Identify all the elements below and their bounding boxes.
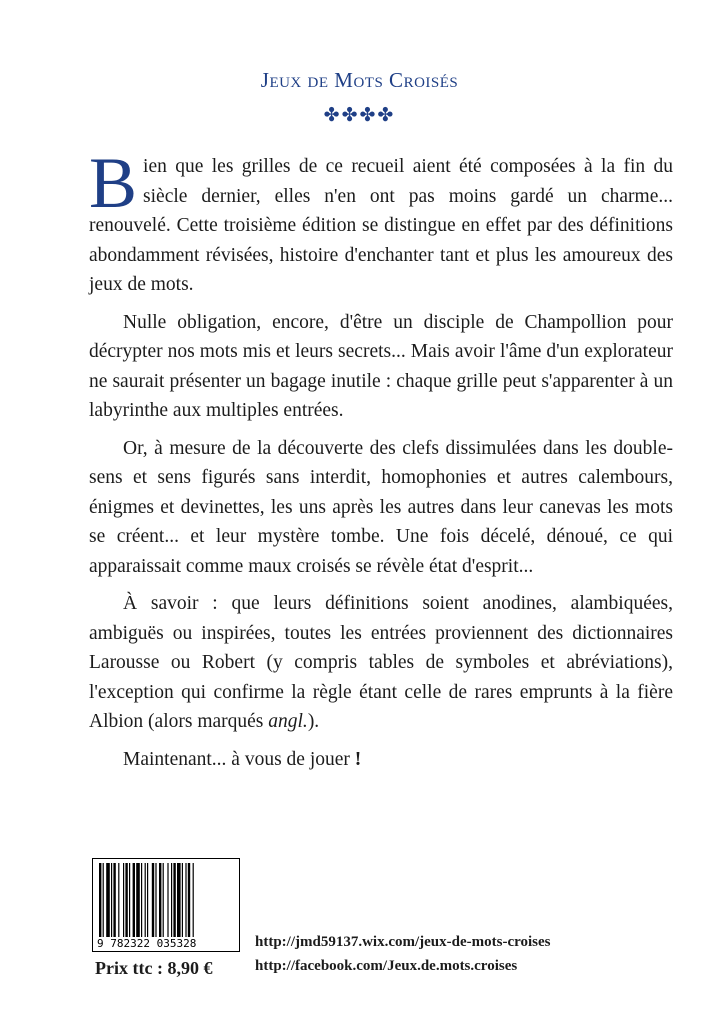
barcode-bar [159,863,161,937]
barcode-bar [141,863,142,937]
drop-cap: B [89,143,138,223]
paragraph-4 [89,589,673,737]
barcode-bar [118,863,119,937]
barcode-bar [129,863,130,937]
title-part-1: eux de [269,68,335,92]
price: Prix ttc : 8,90 € [95,958,213,978]
barcode-bar [163,863,164,937]
paragraph-5-text: Maintenant... à vous de jouer [123,748,355,770]
links [255,930,551,978]
title-letter-j: J [260,68,270,92]
barcode-bar [133,863,135,937]
paragraph-2: Nulle obligation, encore, d'être un disciple de Champollion pour décrypter nos mots mis et leurs secrets... Mais avoir l'âme d'un explorateur ne saurait présenter un bagage inutile : chaque grille peut s'apparenter à un labyrinthe aux multiples entrées. [89,311,673,421]
title-part-3: roisés [403,68,459,92]
barcode-block [92,858,238,952]
barcode-bar [167,863,168,937]
barcode [92,858,240,952]
website-link[interactable]: http://jmd59137.wix.com/jeux-de-mots-croises [255,934,551,950]
barcode-bar [147,863,148,937]
body-text [89,143,673,782]
barcode-bar [99,863,101,937]
barcode-bar [193,863,194,937]
title-letter-m: M [334,68,354,92]
paragraph-4-italic: angl. [268,711,308,732]
paragraph-1-text: ien que les grilles de ce recueil aient été composées à la fin du siècle dernier, elles n'en ont pas moins gardé un charme... renouvelé. Cette troisième édition se distingue en effet par des définitions abondamment révisées, histoire d'enchanter tant et plus les amoureux des jeux de mots. [89,156,673,295]
barcode-bar [185,863,186,937]
barcode-bar [188,863,190,937]
barcode-bar [136,863,140,937]
barcode-bar [103,863,104,937]
paragraph-4-end: ). [307,711,320,732]
barcode-bar [145,863,146,937]
book-title [0,68,719,93]
paragraph-4-start: À savoir : que leurs définitions soient anodines, alambiquées, ambiguës ou inspirées, toutes les entrées proviennent des dictionnaires Larousse ou Robert (y compris tables de symboles et abréviations), l'exception qui confirme la règle étant celle de rares emprunts à la fière Albion (alors marqués [89,593,673,732]
paragraph-5 [89,745,673,775]
isbn-digits: 9 782322 035328 [97,937,197,950]
ornament-divider: ✤✤✤✤ [323,104,396,126]
facebook-link[interactable]: http://facebook.com/Jeux.de.mots.croises [255,958,518,974]
title-letter-c: C [389,68,404,92]
barcode-bar [123,863,124,937]
barcode-bar [106,863,110,937]
paragraph-1 [89,143,673,300]
barcode-bar [152,863,154,937]
barcode-bar [177,863,181,937]
paragraph-3: Or, à mesure de la découverte des clefs dissimulées dans les double-sens et sens figurés sans interdit, homophonies et autres calembours, énigmes et devinettes, les uns après les autres dans leur canevas les mots se créent... et leur mystère tombe. Une fois décelé, dénoué, ce qui apparaissait comme maux croisés se révèle état d'esprit... [89,437,673,577]
barcode-bar [111,863,112,937]
barcode-bar [182,863,183,937]
barcode-bar [173,863,175,937]
title-part-2: ots [353,68,390,92]
barcode-bar [113,863,115,937]
barcode-bar [125,863,127,937]
barcode-bar [155,863,156,937]
barcode-bars [97,863,235,937]
exclamation: ! [354,748,362,770]
barcode-bar [171,863,172,937]
